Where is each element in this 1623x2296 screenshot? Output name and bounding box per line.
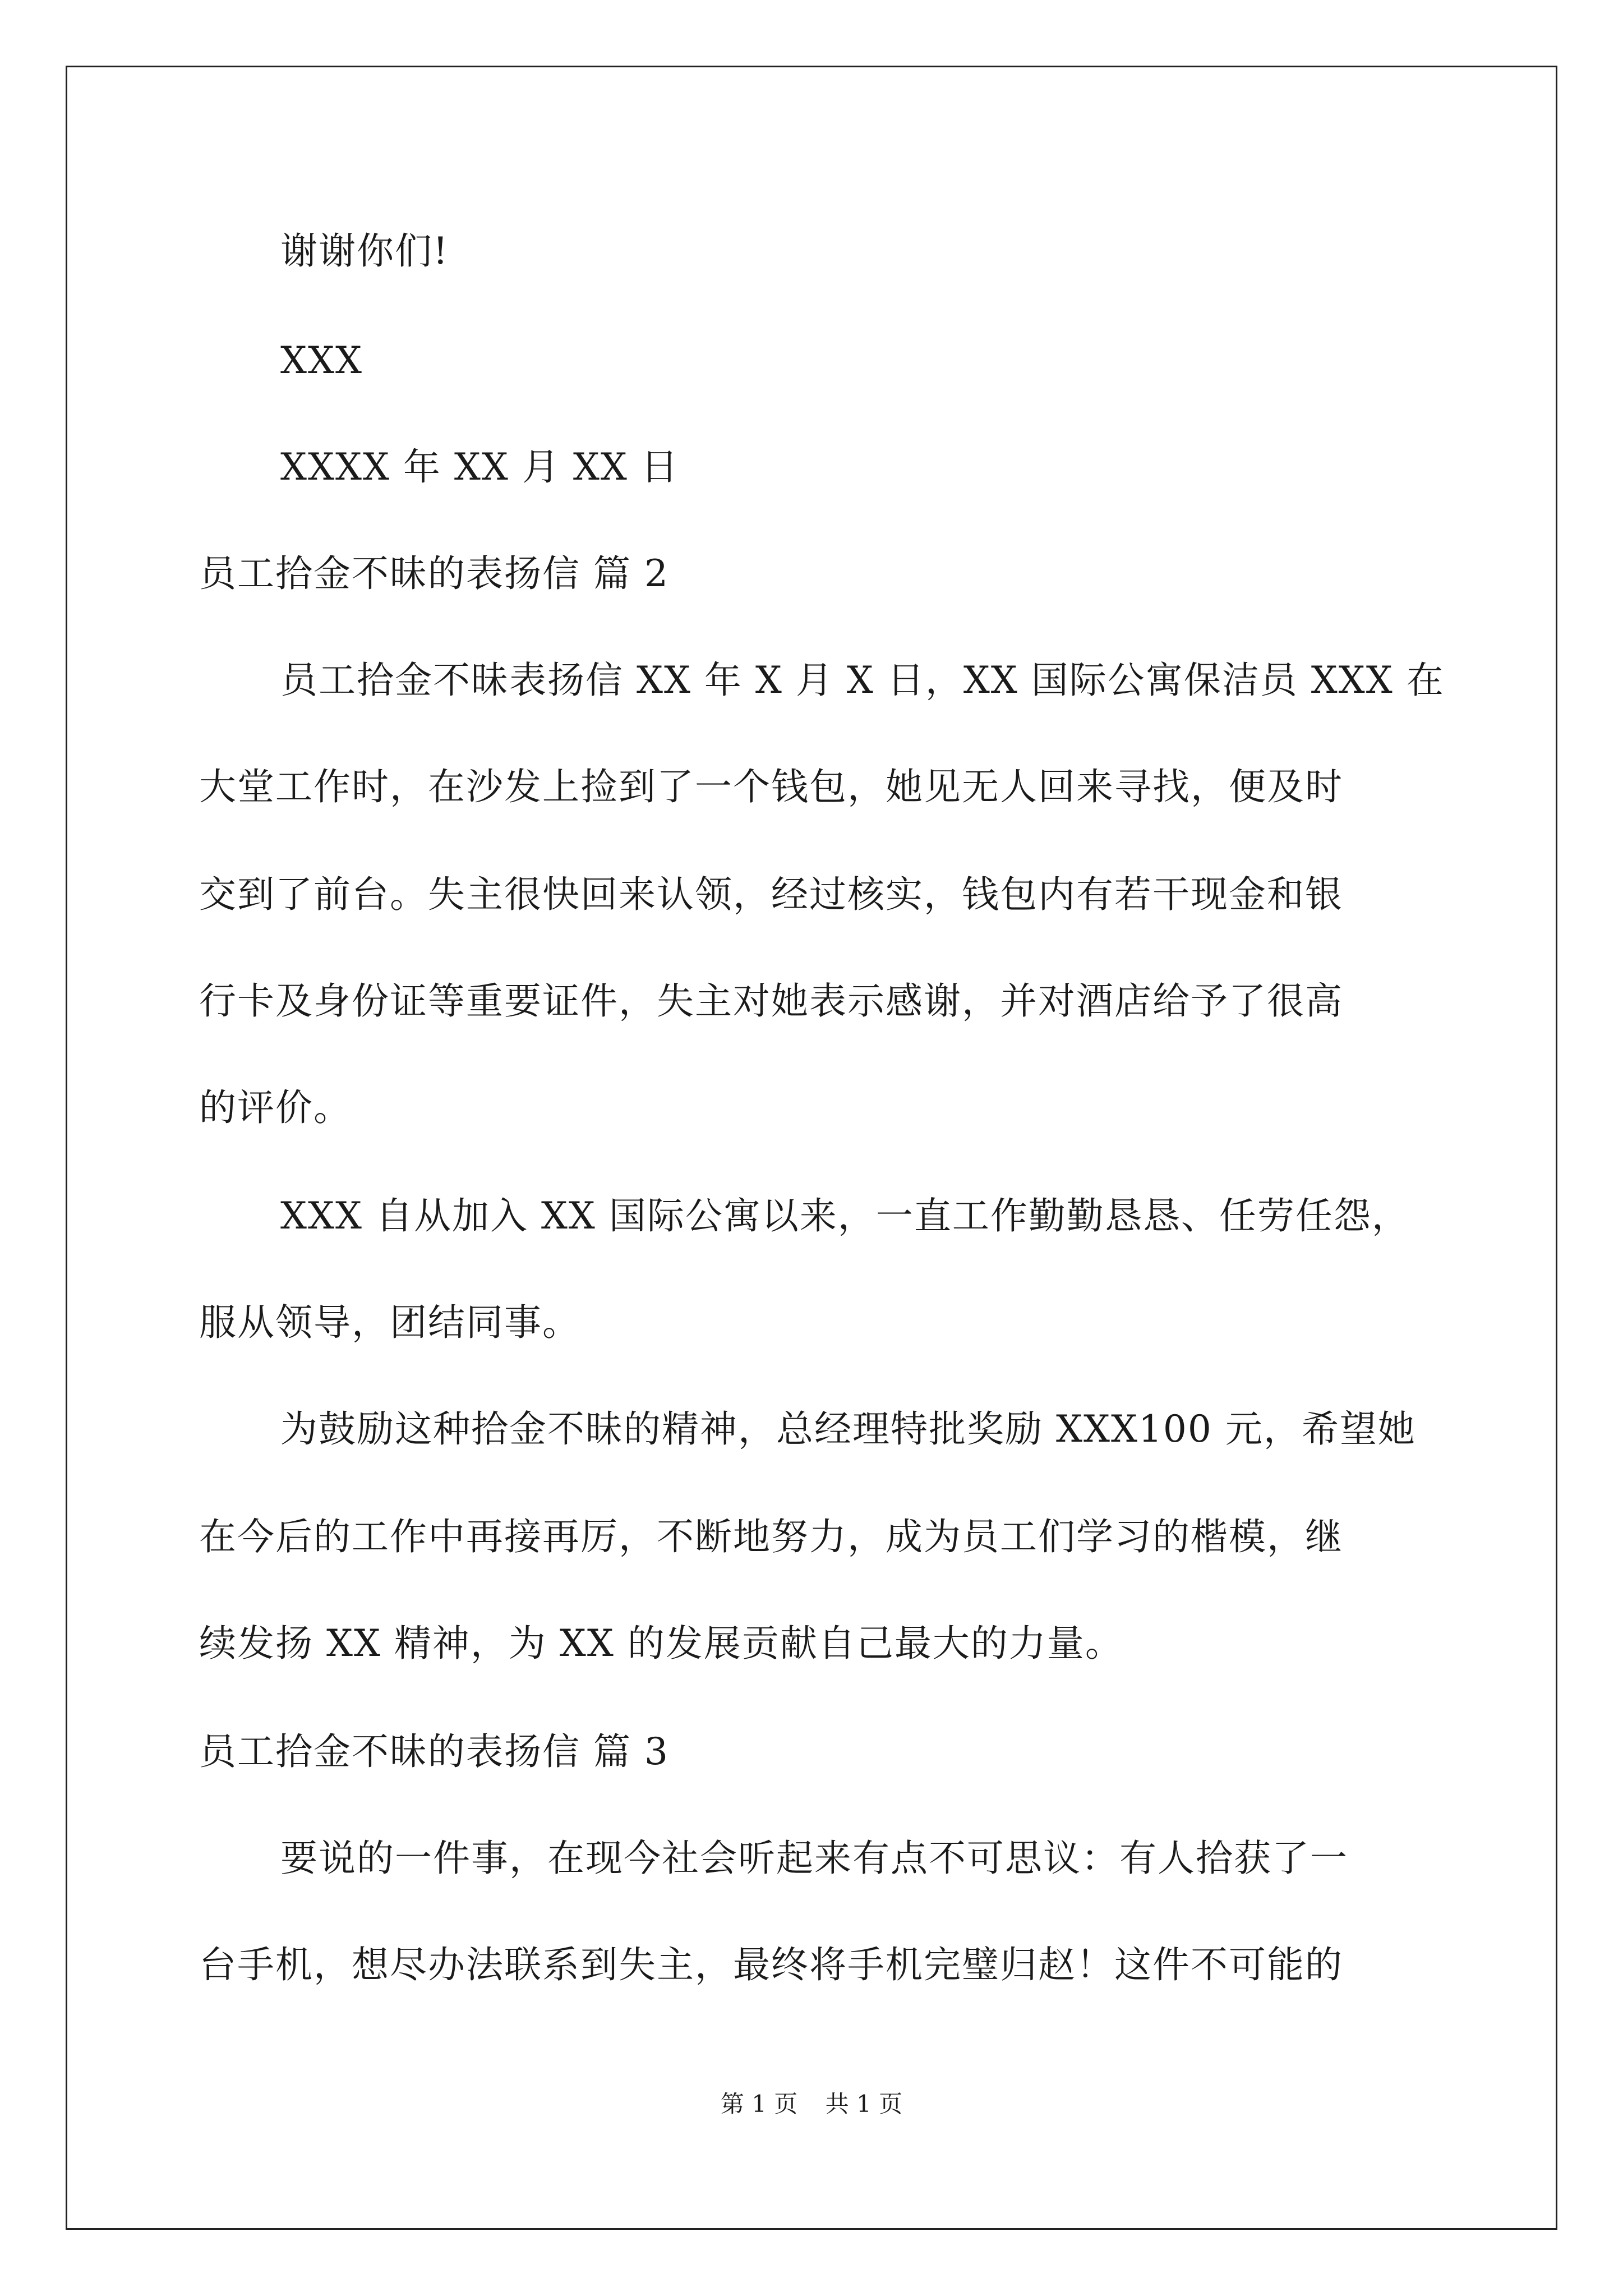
paragraph-line: 大堂工作时，在沙发上捡到了一个钱包，她见无人回来寻找，便及时 [199,765,1343,808]
page-total: 共 1 页 [825,2090,903,2118]
paragraph-line: 要说的一件事，在现今社会听起来有点不可思议：有人拾获了一 [280,1837,1348,1880]
signature-date: XXXX 年 XX 月 XX 日 [280,445,679,489]
section-heading-3: 员工拾金不昧的表扬信 篇 3 [199,1730,669,1773]
page-number: 第 1 页 [720,2090,798,2118]
closing-thanks: 谢谢你们! [280,229,449,273]
paragraph-line: 服从领导，团结同事。 [199,1301,580,1344]
page-footer [0,2086,1623,2119]
signature-name: XXX [280,339,363,382]
page-border [66,66,1557,2230]
paragraph-line: 台手机，想尽办法联系到失主，最终将手机完璧归赵！这件不可能的 [199,1943,1343,1986]
paragraph-line: 行卡及身份证等重要证件，失主对她表示感谢，并对酒店给予了很高 [199,979,1343,1023]
paragraph-line: 在今后的工作中再接再厉，不断地努力，成为员工们学习的楷模，继 [199,1515,1343,1558]
paragraph-line: 的评价。 [199,1086,352,1129]
paragraph-line: XXX 自从加入 XX 国际公寓以来，一直工作勤勤恳恳、任劳任怨， [280,1194,1410,1237]
paragraph-line: 为鼓励这种拾金不昧的精神，总经理特批奖励 XXX100 元，希望她 [280,1407,1416,1451]
paragraph-line: 续发扬 XX 精神，为 XX 的发展贡献自己最大的力量。 [199,1622,1123,1665]
section-heading-2: 员工拾金不昧的表扬信 篇 2 [199,552,669,595]
paragraph-line: 员工拾金不昧表扬信 XX 年 X 月 X 日，XX 国际公寓保洁员 XXX 在 [280,659,1445,702]
paragraph-line: 交到了前台。失主很快回来认领，经过核实，钱包内有若干现金和银 [199,873,1343,916]
